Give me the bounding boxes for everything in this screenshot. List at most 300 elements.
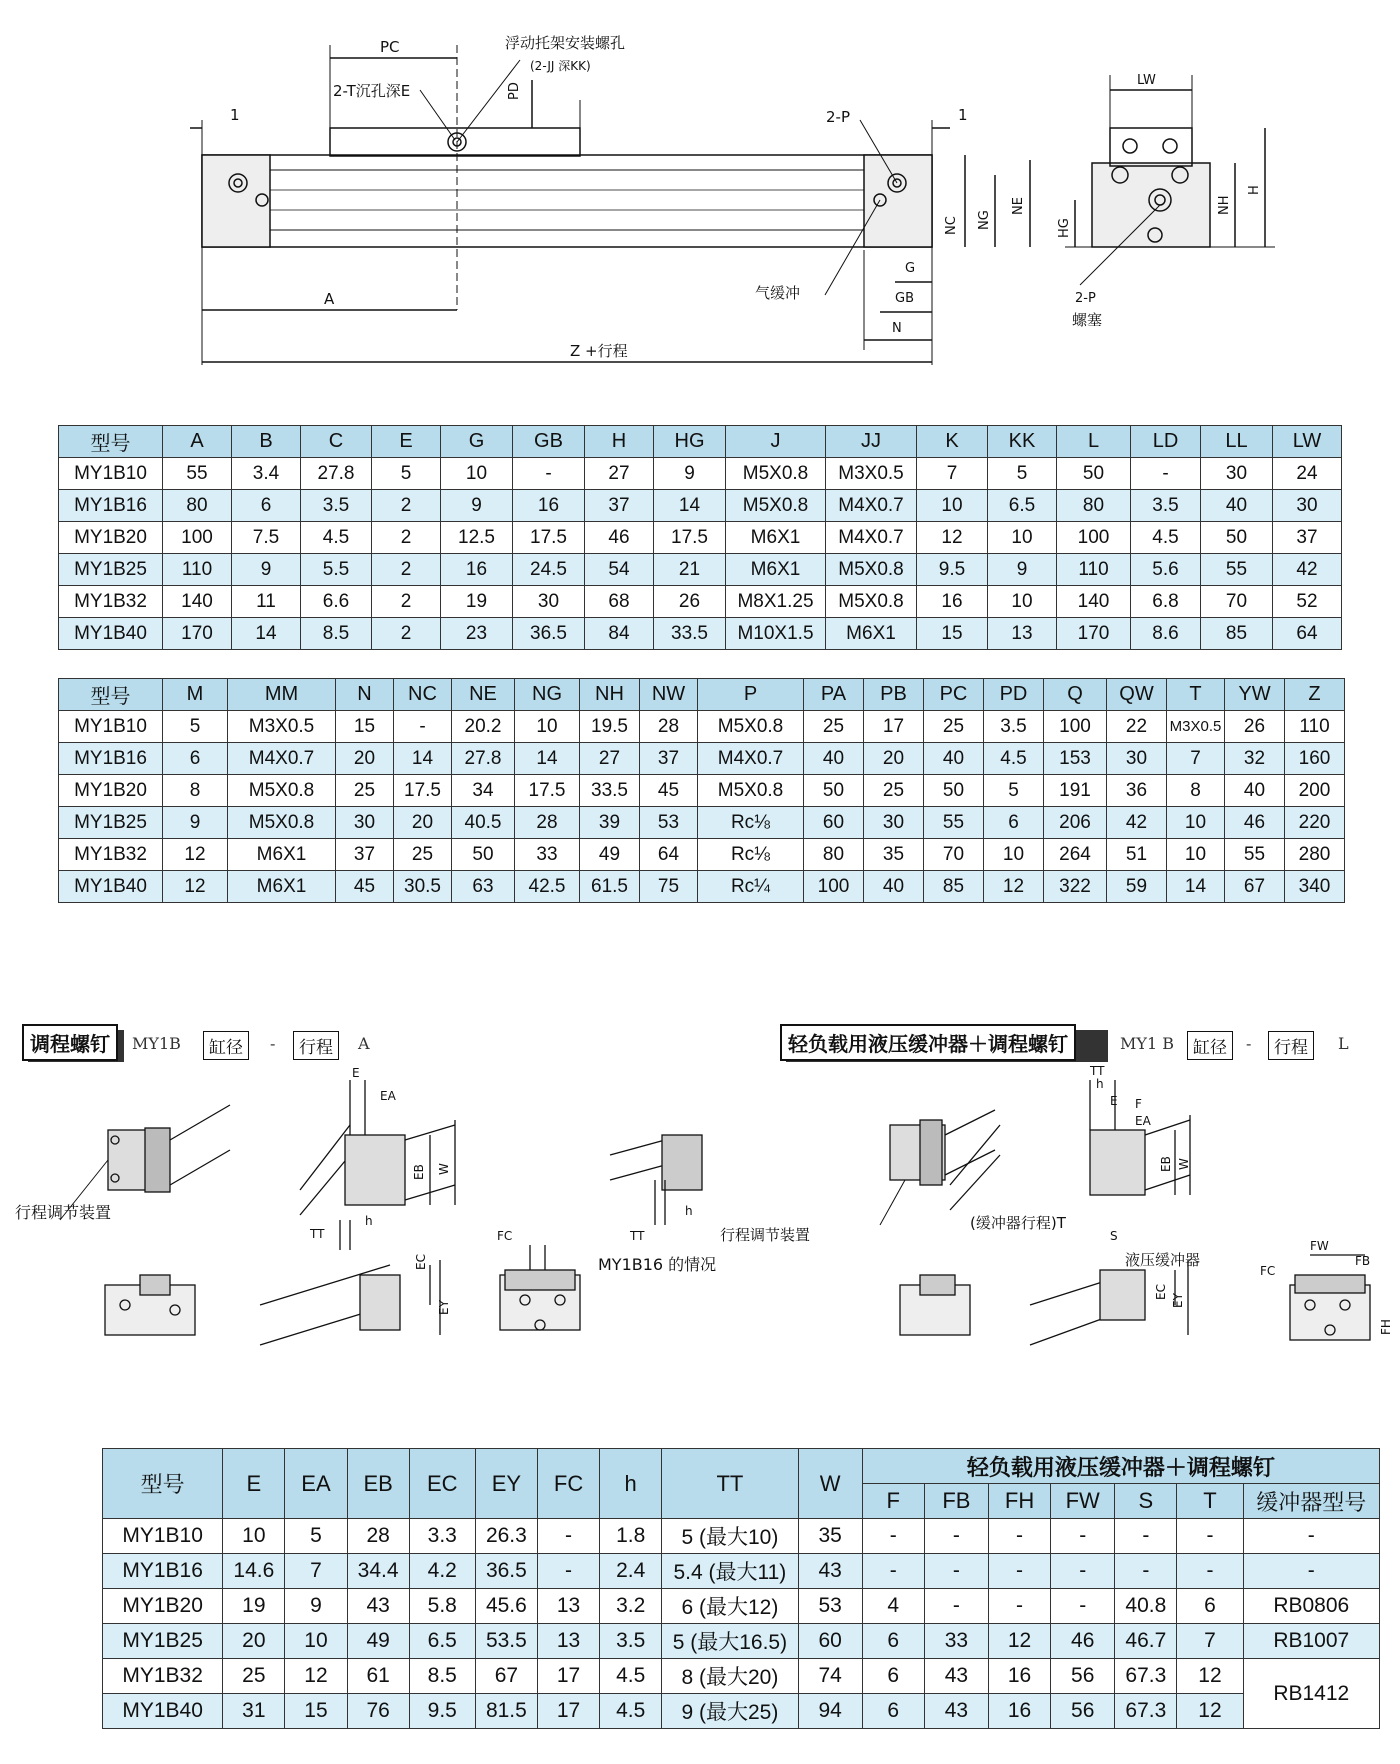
table-cell: 23 xyxy=(441,618,513,650)
label-f: F xyxy=(1135,1097,1142,1111)
slider-block xyxy=(330,128,580,156)
table-cell: MY1B16 xyxy=(59,743,163,775)
table-header: EA xyxy=(285,1449,347,1519)
table-cell: 2 xyxy=(372,522,441,554)
table-cell: 13 xyxy=(537,1624,599,1659)
table-cell: 35 xyxy=(864,839,924,871)
table-header: S xyxy=(1115,1484,1177,1519)
table-cell: 8 (最大20) xyxy=(662,1659,798,1694)
table-cell: 100 xyxy=(163,522,232,554)
table-cell: 17.5 xyxy=(394,775,452,807)
table-cell: 2.4 xyxy=(600,1554,662,1589)
label-h2: h xyxy=(685,1204,693,1218)
table-cell: M4X0.7 xyxy=(826,490,917,522)
table-cell: 46 xyxy=(585,522,654,554)
table-cell: 12 xyxy=(163,871,228,903)
table-cell: 13 xyxy=(988,618,1057,650)
table-header: LL xyxy=(1201,426,1273,458)
table-cell: 37 xyxy=(640,743,698,775)
label-float-bracket: 浮动托架安装螺孔 xyxy=(505,34,626,52)
table-cell: MY1B10 xyxy=(103,1519,223,1554)
table-cell: 64 xyxy=(1273,618,1342,650)
label-lw: LW xyxy=(1137,73,1156,88)
table-row xyxy=(103,1694,1380,1729)
hydraulic-buffer-drawings xyxy=(720,1060,1400,1380)
table-cell: 27.8 xyxy=(301,458,372,490)
label-n: N xyxy=(892,321,902,336)
table-cell: 5 xyxy=(988,458,1057,490)
table-header: FH xyxy=(988,1484,1050,1519)
table-cell: 100 xyxy=(1044,711,1107,743)
table-cell: 9 xyxy=(654,458,726,490)
code-prefix-left: MY1B xyxy=(132,1034,181,1053)
table-cell: 35 xyxy=(798,1519,862,1554)
table-cell: 10 xyxy=(1167,839,1225,871)
table-cell: 55 xyxy=(163,458,232,490)
cylinder-dimension-drawing xyxy=(0,0,1400,390)
table-row xyxy=(59,775,1345,807)
table-cell: 76 xyxy=(347,1694,409,1729)
table-cell: 40 xyxy=(1225,775,1285,807)
table-cell: - xyxy=(988,1589,1050,1624)
table-cell: 24.5 xyxy=(513,554,585,586)
label-tt: TT xyxy=(310,1227,325,1241)
table-row xyxy=(103,1659,1380,1694)
table-cell: RB0806 xyxy=(1243,1589,1379,1624)
table-cell: M5X0.8 xyxy=(826,586,917,618)
label-ng: NG xyxy=(977,210,992,230)
table-cell: 12.5 xyxy=(441,522,513,554)
table-header: EC xyxy=(409,1449,475,1519)
table-cell: 13 xyxy=(537,1589,599,1624)
table-cell: 2 xyxy=(372,618,441,650)
table-header: FW xyxy=(1051,1484,1115,1519)
table-cell: 61 xyxy=(347,1659,409,1694)
label-jj-kk: (2-JJ 深KK) xyxy=(530,59,591,73)
label-e: E xyxy=(1110,1094,1118,1108)
table-cell: 160 xyxy=(1285,743,1345,775)
table-header: H xyxy=(585,426,654,458)
label-hydraulic: 液压缓冲器 xyxy=(1125,1251,1201,1269)
table-header: Z xyxy=(1285,679,1345,711)
table-header: FB xyxy=(924,1484,988,1519)
table-cell: 9 (最大25) xyxy=(662,1694,798,1729)
table-cell: 50 xyxy=(804,775,864,807)
table-cell: 3.5 xyxy=(984,711,1044,743)
table-cell: 9 xyxy=(232,554,301,586)
table-cell: 6 xyxy=(163,743,228,775)
table-cell: 19 xyxy=(441,586,513,618)
table-header: F xyxy=(862,1484,924,1519)
label-w: W xyxy=(1177,1158,1191,1170)
table-row xyxy=(103,1624,1380,1659)
table-cell: 37 xyxy=(336,839,394,871)
label-fw: FW xyxy=(1310,1239,1329,1253)
table-cell: 10 xyxy=(988,522,1057,554)
table-cell: M6X1 xyxy=(826,618,917,650)
table-cell: - xyxy=(1177,1554,1243,1589)
table-cell: 100 xyxy=(1057,522,1131,554)
label-ea: EA xyxy=(380,1089,396,1103)
table-cell: Rc⅛ xyxy=(698,839,804,871)
label-2p-plug: 2-P xyxy=(1075,291,1096,306)
table-cell: M4X0.7 xyxy=(826,522,917,554)
side-view-slider xyxy=(1110,128,1192,166)
table-cell: 110 xyxy=(1285,711,1345,743)
table-cell: 140 xyxy=(1057,586,1131,618)
table-cell: 80 xyxy=(163,490,232,522)
table-header: NW xyxy=(640,679,698,711)
adjust-screw-table xyxy=(102,1448,1380,1729)
table-cell: 53 xyxy=(640,807,698,839)
table-cell: - xyxy=(1051,1589,1115,1624)
table-cell: 2 xyxy=(372,490,441,522)
table-cell: 6.5 xyxy=(988,490,1057,522)
table-cell: 84 xyxy=(585,618,654,650)
table-cell: M5X0.8 xyxy=(826,554,917,586)
table-header-row xyxy=(103,1449,1380,1484)
label-nc: NC xyxy=(944,216,959,235)
table-cell: 12 xyxy=(1177,1694,1243,1729)
table-cell: 70 xyxy=(924,839,984,871)
table-cell: 6 xyxy=(1177,1589,1243,1624)
table-cell: 43 xyxy=(347,1589,409,1624)
table-cell: 340 xyxy=(1285,871,1345,903)
table-cell: 40 xyxy=(804,743,864,775)
table-cell: 110 xyxy=(1057,554,1131,586)
table-cell: 14.6 xyxy=(223,1554,285,1589)
table-cell: 85 xyxy=(924,871,984,903)
suffix-right: L xyxy=(1338,1034,1349,1053)
table-cell: 4.2 xyxy=(409,1554,475,1589)
table-cell: 30 xyxy=(1273,490,1342,522)
table-header: KK xyxy=(988,426,1057,458)
table-cell: 8.5 xyxy=(409,1659,475,1694)
dimension-table-1 xyxy=(58,425,1342,650)
table-cell: MY1B40 xyxy=(103,1694,223,1729)
table-cell: 5 xyxy=(285,1519,347,1554)
table-cell: 5 xyxy=(163,711,228,743)
code-prefix-right: MY1 B xyxy=(1120,1034,1174,1053)
adjust-screw-drawings xyxy=(0,1060,760,1380)
table-cell: 81.5 xyxy=(475,1694,537,1729)
table-cell: 60 xyxy=(798,1624,862,1659)
table-cell: 12 xyxy=(984,871,1044,903)
table-header: HG xyxy=(654,426,726,458)
table-header: 型号 xyxy=(103,1449,223,1519)
table-header: PD xyxy=(984,679,1044,711)
table-cell: 30 xyxy=(864,807,924,839)
table-cell: 55 xyxy=(924,807,984,839)
table-cell: 67.3 xyxy=(1115,1694,1177,1729)
table-cell: 220 xyxy=(1285,807,1345,839)
table-cell: 37 xyxy=(1273,522,1342,554)
table-cell: 52 xyxy=(1273,586,1342,618)
label-eb: EB xyxy=(412,1164,426,1180)
table-cell: 45.6 xyxy=(475,1589,537,1624)
label-h: h xyxy=(365,1214,373,1228)
table-cell: 40 xyxy=(924,743,984,775)
table-row xyxy=(59,711,1345,743)
table-header: T xyxy=(1177,1484,1243,1519)
label-2p-top: 2-P xyxy=(826,108,851,126)
table-header: N xyxy=(336,679,394,711)
table-cell: 33.5 xyxy=(580,775,640,807)
table-cell: 39 xyxy=(580,807,640,839)
table-cell: 10 xyxy=(984,839,1044,871)
table-cell: 12 xyxy=(163,839,228,871)
table-cell: 5 (最大16.5) xyxy=(662,1624,798,1659)
label-ec: EC xyxy=(1154,1284,1168,1300)
table-cell: 10 xyxy=(441,458,513,490)
table-cell: 8.6 xyxy=(1131,618,1201,650)
label-e: E xyxy=(352,1066,360,1080)
table-cell: 3.5 xyxy=(301,490,372,522)
dimension-table-2 xyxy=(58,678,1345,903)
table-cell: 10 xyxy=(223,1519,285,1554)
table-cell: 4.5 xyxy=(600,1659,662,1694)
table-cell: 20 xyxy=(223,1624,285,1659)
table-cell: M5X0.8 xyxy=(228,775,336,807)
table-cell: 4.5 xyxy=(301,522,372,554)
table-cell: 17 xyxy=(537,1659,599,1694)
table-cell: 50 xyxy=(1201,522,1273,554)
table-cell: 45 xyxy=(640,775,698,807)
table-header: NH xyxy=(580,679,640,711)
table-cell: - xyxy=(1243,1554,1379,1589)
label-gb: GB xyxy=(895,291,914,306)
table-cell: 4.5 xyxy=(600,1694,662,1729)
table-cell: M5X0.8 xyxy=(698,775,804,807)
table-cell: 28 xyxy=(640,711,698,743)
table-cell: 7 xyxy=(1177,1624,1243,1659)
table-header: 缓冲器型号 xyxy=(1243,1484,1379,1519)
dash-right: - xyxy=(1246,1034,1252,1053)
table-cell: MY1B32 xyxy=(59,839,163,871)
table-cell: 56 xyxy=(1051,1694,1115,1729)
table-cell: 2 xyxy=(372,586,441,618)
table-cell: 322 xyxy=(1044,871,1107,903)
table-row xyxy=(103,1554,1380,1589)
table-cell: - xyxy=(537,1554,599,1589)
table-cell: 8.5 xyxy=(301,618,372,650)
table-cell: M5X0.8 xyxy=(726,490,826,522)
table-cell: 27 xyxy=(580,743,640,775)
table-cell: 15 xyxy=(285,1694,347,1729)
table-cell: 9 xyxy=(988,554,1057,586)
table-cell: 11 xyxy=(232,586,301,618)
table-cell: 25 xyxy=(924,711,984,743)
table-cell: 16 xyxy=(917,586,988,618)
table-header: NG xyxy=(515,679,580,711)
table-cell: - xyxy=(924,1589,988,1624)
label-g: G xyxy=(905,261,916,276)
table-cell: 5.8 xyxy=(409,1589,475,1624)
table-cell: 50 xyxy=(452,839,515,871)
table-header: PB xyxy=(864,679,924,711)
table-cell: - xyxy=(1243,1519,1379,1554)
table-header-row xyxy=(59,426,1342,458)
label-plug: 螺塞 xyxy=(1072,311,1103,329)
table-cell: 10 xyxy=(285,1624,347,1659)
table-cell: 12 xyxy=(285,1659,347,1694)
left-end-cap xyxy=(202,155,270,247)
table-cell: 30 xyxy=(1107,743,1167,775)
table-header: TT xyxy=(662,1449,798,1519)
table-cell: 110 xyxy=(163,554,232,586)
table-cell: 2 xyxy=(372,554,441,586)
table-cell: - xyxy=(862,1554,924,1589)
table-cell: 26 xyxy=(654,586,726,618)
table-cell: 31 xyxy=(223,1694,285,1729)
table-cell: 3.3 xyxy=(409,1519,475,1554)
table-row xyxy=(59,554,1342,586)
table-cell: 30 xyxy=(336,807,394,839)
table-cell: 55 xyxy=(1201,554,1273,586)
table-cell: 30 xyxy=(1201,458,1273,490)
table-header: EB xyxy=(347,1449,409,1519)
table-header: GB xyxy=(513,426,585,458)
table-cell: 6 xyxy=(862,1659,924,1694)
table-cell: 43 xyxy=(924,1694,988,1729)
table-cell: 25 xyxy=(394,839,452,871)
table-cell: 6 (最大12) xyxy=(662,1589,798,1624)
table-header: LD xyxy=(1131,426,1201,458)
table-header: h xyxy=(600,1449,662,1519)
table-cell: 8 xyxy=(1167,775,1225,807)
table-cell: 5 (最大10) xyxy=(662,1519,798,1554)
table-cell: MY1B20 xyxy=(103,1589,223,1624)
label-fb: FB xyxy=(1355,1254,1371,1268)
table-cell: 24 xyxy=(1273,458,1342,490)
table-header: NC xyxy=(394,679,452,711)
table-cell: 22 xyxy=(1107,711,1167,743)
table-cell: 49 xyxy=(580,839,640,871)
table-cell: 4 xyxy=(862,1589,924,1624)
table-row xyxy=(103,1589,1380,1624)
table-row xyxy=(103,1519,1380,1554)
table-cell: 54 xyxy=(585,554,654,586)
table-cell: - xyxy=(1131,458,1201,490)
table-cell: 30.5 xyxy=(394,871,452,903)
table-cell: 280 xyxy=(1285,839,1345,871)
table-cell: 17 xyxy=(537,1694,599,1729)
table-cell: 68 xyxy=(585,586,654,618)
table-cell: 36.5 xyxy=(513,618,585,650)
table-cell: 5.5 xyxy=(301,554,372,586)
table-header: P xyxy=(698,679,804,711)
table-cell: MY1B32 xyxy=(59,586,163,618)
table-cell: MY1B25 xyxy=(103,1624,223,1659)
table-cell: 70 xyxy=(1201,586,1273,618)
table-cell: 140 xyxy=(163,586,232,618)
table-cell: 20 xyxy=(394,807,452,839)
table-header: T xyxy=(1167,679,1225,711)
table-cell: 16 xyxy=(441,554,513,586)
table-row xyxy=(59,618,1342,650)
table-cell: 100 xyxy=(804,871,864,903)
stroke-tag-right: 行程 xyxy=(1268,1031,1314,1060)
table-cell: 17.5 xyxy=(654,522,726,554)
label-eb: EB xyxy=(1159,1156,1173,1172)
table-cell: 27 xyxy=(585,458,654,490)
table-cell: 42 xyxy=(1273,554,1342,586)
table-cell: 28 xyxy=(347,1519,409,1554)
table-header: W xyxy=(798,1449,862,1519)
table-cell: M4X0.7 xyxy=(698,743,804,775)
table-cell: 9 xyxy=(285,1589,347,1624)
table-cell: MY1B40 xyxy=(59,871,163,903)
table-cell: 55 xyxy=(1225,839,1285,871)
table-cell: 14 xyxy=(654,490,726,522)
table-cell: 60 xyxy=(804,807,864,839)
table-row xyxy=(59,586,1342,618)
table-cell: MY1B40 xyxy=(59,618,163,650)
table-header: E xyxy=(372,426,441,458)
suffix-left: A xyxy=(358,1034,370,1053)
table-cell: MY1B20 xyxy=(59,775,163,807)
table-row xyxy=(59,522,1342,554)
table-cell: 9.5 xyxy=(917,554,988,586)
table-cell: 63 xyxy=(452,871,515,903)
label-pc: PC xyxy=(380,38,400,56)
table-cell: 191 xyxy=(1044,775,1107,807)
label-ea: EA xyxy=(1135,1114,1151,1128)
label-ey: EY xyxy=(1171,1293,1185,1308)
label-tt2: TT xyxy=(630,1229,645,1243)
table-cell: 3.4 xyxy=(232,458,301,490)
table-cell: 170 xyxy=(163,618,232,650)
table-cell: 6 xyxy=(862,1694,924,1729)
table-cell: 45 xyxy=(336,871,394,903)
bore-tag-right: 缸径 xyxy=(1187,1031,1233,1060)
table-cell: Rc¼ xyxy=(698,871,804,903)
table-header: J xyxy=(726,426,826,458)
table-cell: Rc⅛ xyxy=(698,807,804,839)
table-cell: 9 xyxy=(441,490,513,522)
table-group-header: 轻负载用液压缓冲器＋调程螺钉 xyxy=(862,1449,1379,1484)
table-cell: M4X0.7 xyxy=(228,743,336,775)
table-cell: 4.5 xyxy=(1131,522,1201,554)
label-my1b16-case: MY1B16 的情况 xyxy=(598,1255,717,1274)
table-cell: - xyxy=(513,458,585,490)
table-cell: - xyxy=(1051,1519,1115,1554)
table-cell: 17 xyxy=(864,711,924,743)
table-cell: 12 xyxy=(988,1624,1050,1659)
table-cell: 40 xyxy=(1201,490,1273,522)
table-header: MM xyxy=(228,679,336,711)
table-cell: 42 xyxy=(1107,807,1167,839)
table-cell: MY1B20 xyxy=(59,522,163,554)
table-cell: 40 xyxy=(864,871,924,903)
table-cell: 15 xyxy=(917,618,988,650)
table-cell: 80 xyxy=(804,839,864,871)
table-cell: 85 xyxy=(1201,618,1273,650)
table-cell: 5 xyxy=(372,458,441,490)
table-cell: 12 xyxy=(917,522,988,554)
label-1-right: 1 xyxy=(958,106,968,124)
table-cell: MY1B16 xyxy=(103,1554,223,1589)
table-cell: M3X0.5 xyxy=(826,458,917,490)
table-cell: MY1B16 xyxy=(59,490,163,522)
table-cell: RB1007 xyxy=(1243,1624,1379,1659)
table-cell: 19 xyxy=(223,1589,285,1624)
table-cell: - xyxy=(862,1519,924,1554)
label-stroke-adjust: 行程调节装置 xyxy=(15,1203,112,1222)
label-ec: EC xyxy=(414,1254,428,1270)
table-cell: 14 xyxy=(1167,871,1225,903)
table-cell: 67 xyxy=(1225,871,1285,903)
